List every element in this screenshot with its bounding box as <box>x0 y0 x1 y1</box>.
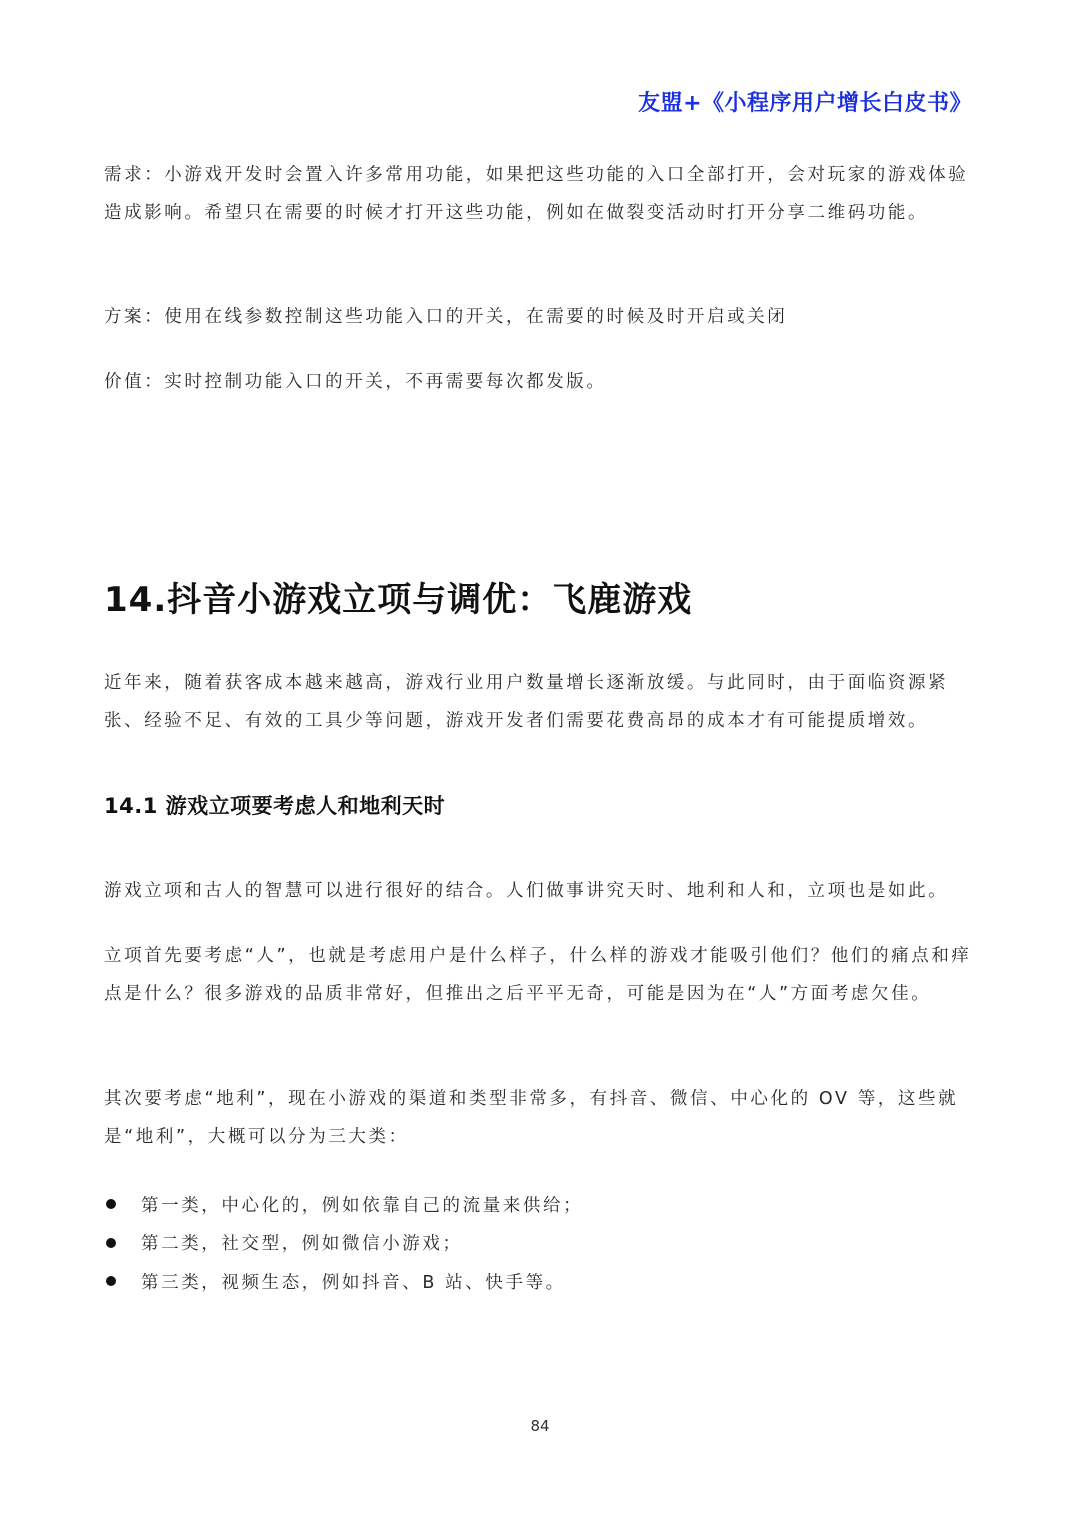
list-item-text: 第二类，社交型，例如微信小游戏； <box>141 1234 463 1255</box>
bullet-icon <box>106 1276 116 1286</box>
body-paragraph: 游戏立项和古人的智慧可以进行很好的结合。人们做事讲究天时、地利和人和，立项也是如此。 <box>104 881 949 901</box>
body-paragraph: 立项首先要考虑“人”，也就是考虑用户是什么样子，什么样的游戏才能吸引他们？他们的痛点和痒点是什么？很多游戏的品质非常好，但推出之后平平无奇，可能是因为在“人”方面考虑欠佳。 <box>104 946 972 1004</box>
value-paragraph: 价值：实时控制功能入口的开关，不再需要每次都发版。 <box>104 372 607 392</box>
solution-paragraph: 方案：使用在线参数控制这些功能入口的开关，在需要的时候及时开启或关闭 <box>104 307 788 327</box>
channel-type-list <box>104 1185 984 1301</box>
demand-paragraph: 需求：小游戏开发时会置入许多常用功能，如果把这些功能的入口全部打开，会对玩家的游戏体验造成影响。希望只在需要的时候才打开这些功能，例如在做裂变活动时打开分享二维码功能。 <box>104 165 969 223</box>
list-item <box>104 1224 984 1263</box>
list-item-text: 第三类，视频生态，例如抖音、B 站、快手等。 <box>141 1272 566 1293</box>
body-paragraph: 其次要考虑“地利”，现在小游戏的渠道和类型非常多，有抖音、微信、中心化的 OV 等，这些就是“地利”，大概可以分为三大类： <box>104 1089 959 1147</box>
bullet-icon <box>106 1238 116 1248</box>
section-heading: 14.抖音小游戏立项与调优：飞鹿游戏 <box>104 580 693 620</box>
running-header-title: 友盟+《小程序用户增长白皮书》 <box>638 91 972 116</box>
list-item <box>104 1185 984 1224</box>
bullet-icon <box>106 1199 116 1209</box>
list-item-text: 第一类，中心化的，例如依靠自己的流量来供给； <box>141 1195 584 1216</box>
section-intro-paragraph: 近年来，随着获客成本越来越高，游戏行业用户数量增长逐渐放缓。与此同时，由于面临资源紧张、经验不足、有效的工具少等问题，游戏开发者们需要花费高昂的成本才有可能提质增效。 <box>104 673 949 731</box>
subsection-heading: 14.1 游戏立项要考虑人和地利天时 <box>104 794 446 818</box>
list-item <box>104 1262 984 1301</box>
page-number: 84 <box>530 1417 550 1435</box>
